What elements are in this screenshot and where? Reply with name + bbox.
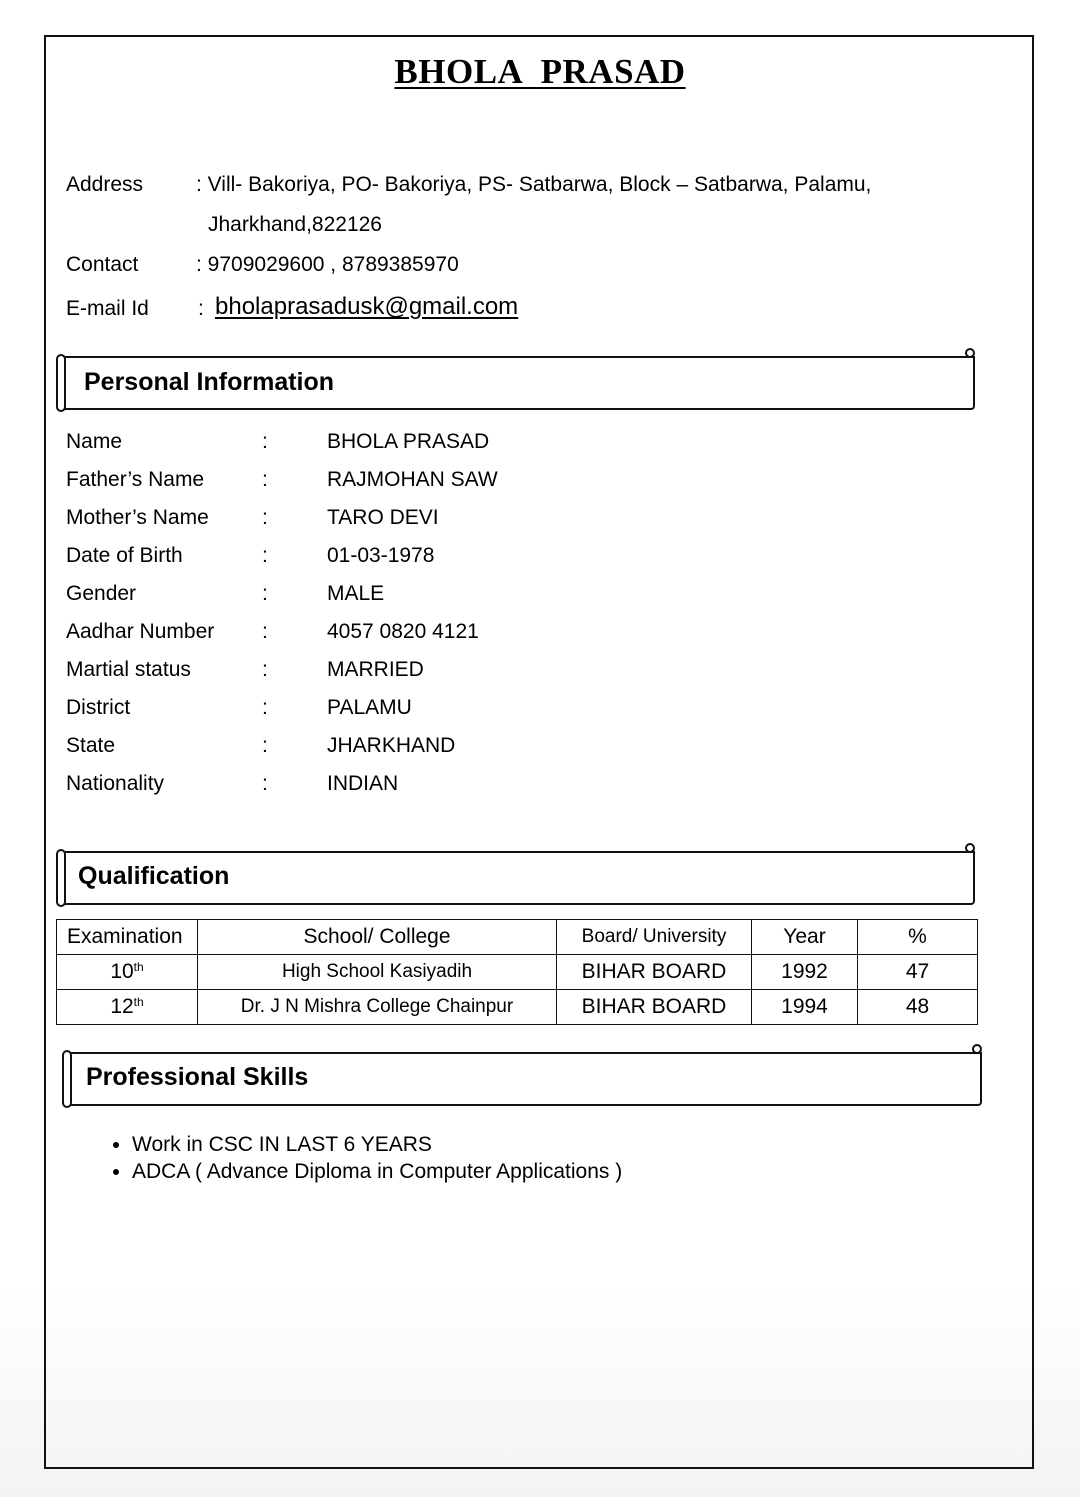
personal-separator: : bbox=[262, 734, 268, 757]
column-header: School/ College bbox=[198, 920, 557, 955]
exam-level: 10 bbox=[110, 960, 134, 983]
column-header: Examination bbox=[57, 920, 198, 955]
column-header: Board/ University bbox=[557, 920, 752, 955]
school-cell: Dr. J N Mishra College Chainpur bbox=[198, 990, 557, 1025]
board-cell: BIHAR BOARD bbox=[557, 955, 752, 990]
resume-title bbox=[0, 52, 1080, 92]
personal-separator: : bbox=[262, 696, 268, 719]
personal-value: RAJMOHAN SAW bbox=[327, 468, 498, 491]
column-header: % bbox=[858, 920, 978, 955]
personal-separator: : bbox=[262, 620, 268, 643]
personal-value: MARRIED bbox=[327, 658, 424, 681]
personal-value: PALAMU bbox=[327, 696, 412, 719]
personal-value: TARO DEVI bbox=[327, 506, 439, 529]
address-label: Address bbox=[66, 173, 144, 196]
exam-cell bbox=[57, 990, 198, 1025]
scroll-knob-icon bbox=[965, 348, 975, 358]
personal-value: 4057 0820 4121 bbox=[327, 620, 479, 643]
column-header: Year bbox=[752, 920, 858, 955]
percent-cell: 47 bbox=[858, 955, 978, 990]
personal-value: INDIAN bbox=[327, 772, 399, 795]
scroll-curl-icon bbox=[62, 1050, 72, 1108]
scroll-knob-icon bbox=[972, 1044, 982, 1054]
exam-suffix: th bbox=[133, 995, 144, 1009]
personal-label: Father’s Name bbox=[66, 468, 205, 491]
personal-value: 01-03-1978 bbox=[327, 544, 435, 567]
qualification-table bbox=[56, 919, 978, 1025]
scroll-curl-icon bbox=[56, 354, 66, 412]
personal-separator: : bbox=[262, 468, 268, 491]
page-border bbox=[44, 35, 1034, 1469]
email-label: E-mail Id bbox=[66, 297, 149, 320]
email-colon: : bbox=[198, 297, 204, 320]
personal-value: JHARKHAND bbox=[327, 734, 456, 757]
scroll-curl-icon bbox=[56, 849, 66, 907]
scroll-knob-icon bbox=[965, 843, 975, 853]
skills-heading: Professional Skills bbox=[86, 1063, 309, 1091]
address-line-2: Jharkhand,822126 bbox=[208, 213, 382, 236]
skills-list bbox=[84, 1131, 622, 1185]
table-row bbox=[57, 955, 978, 990]
exam-suffix: th bbox=[133, 960, 144, 974]
skills-banner bbox=[68, 1052, 982, 1106]
address-line-1: : Vill- Bakoriya, PO- Bakoriya, PS- Satbarwa, Block – Satbarwa, Palamu, bbox=[196, 173, 872, 196]
personal-separator: : bbox=[262, 430, 268, 453]
table-header-row bbox=[57, 920, 978, 955]
personal-info-heading: Personal Information bbox=[84, 368, 335, 396]
candidate-name-heading: BHOLA PRASAD bbox=[394, 52, 686, 91]
personal-label: Name bbox=[66, 430, 123, 453]
personal-label: Mother’s Name bbox=[66, 506, 209, 529]
percent-cell: 48 bbox=[858, 990, 978, 1025]
personal-label: State bbox=[66, 734, 116, 757]
personal-label: Date of Birth bbox=[66, 544, 183, 567]
personal-separator: : bbox=[262, 772, 268, 795]
email-link[interactable]: bholaprasadusk@gmail.com bbox=[215, 293, 519, 320]
personal-separator: : bbox=[262, 544, 268, 567]
personal-separator: : bbox=[262, 582, 268, 605]
personal-separator: : bbox=[262, 658, 268, 681]
exam-level: 12 bbox=[110, 995, 134, 1018]
personal-label: Aadhar Number bbox=[66, 620, 215, 643]
personal-label: Martial status bbox=[66, 658, 191, 681]
personal-info-banner bbox=[62, 356, 975, 410]
contact-label: Contact bbox=[66, 253, 139, 276]
personal-label: Gender bbox=[66, 582, 137, 605]
board-cell: BIHAR BOARD bbox=[557, 990, 752, 1025]
personal-label: District bbox=[66, 696, 131, 719]
qualification-banner bbox=[62, 851, 975, 905]
list-item: • Work in CSC IN LAST 6 YEARS bbox=[132, 1131, 622, 1158]
year-cell: 1992 bbox=[752, 955, 858, 990]
table-row bbox=[57, 990, 978, 1025]
school-cell: High School Kasiyadih bbox=[198, 955, 557, 990]
exam-cell bbox=[57, 955, 198, 990]
qualification-heading: Qualification bbox=[78, 862, 230, 890]
contact-value: : 9709029600 , 8789385970 bbox=[196, 253, 459, 276]
personal-value: BHOLA PRASAD bbox=[327, 430, 490, 453]
personal-label: Nationality bbox=[66, 772, 165, 795]
personal-value: MALE bbox=[327, 582, 385, 605]
personal-separator: : bbox=[262, 506, 268, 529]
year-cell: 1994 bbox=[752, 990, 858, 1025]
list-item: • ADCA ( Advance Diploma in Computer Applications ) bbox=[132, 1158, 622, 1185]
